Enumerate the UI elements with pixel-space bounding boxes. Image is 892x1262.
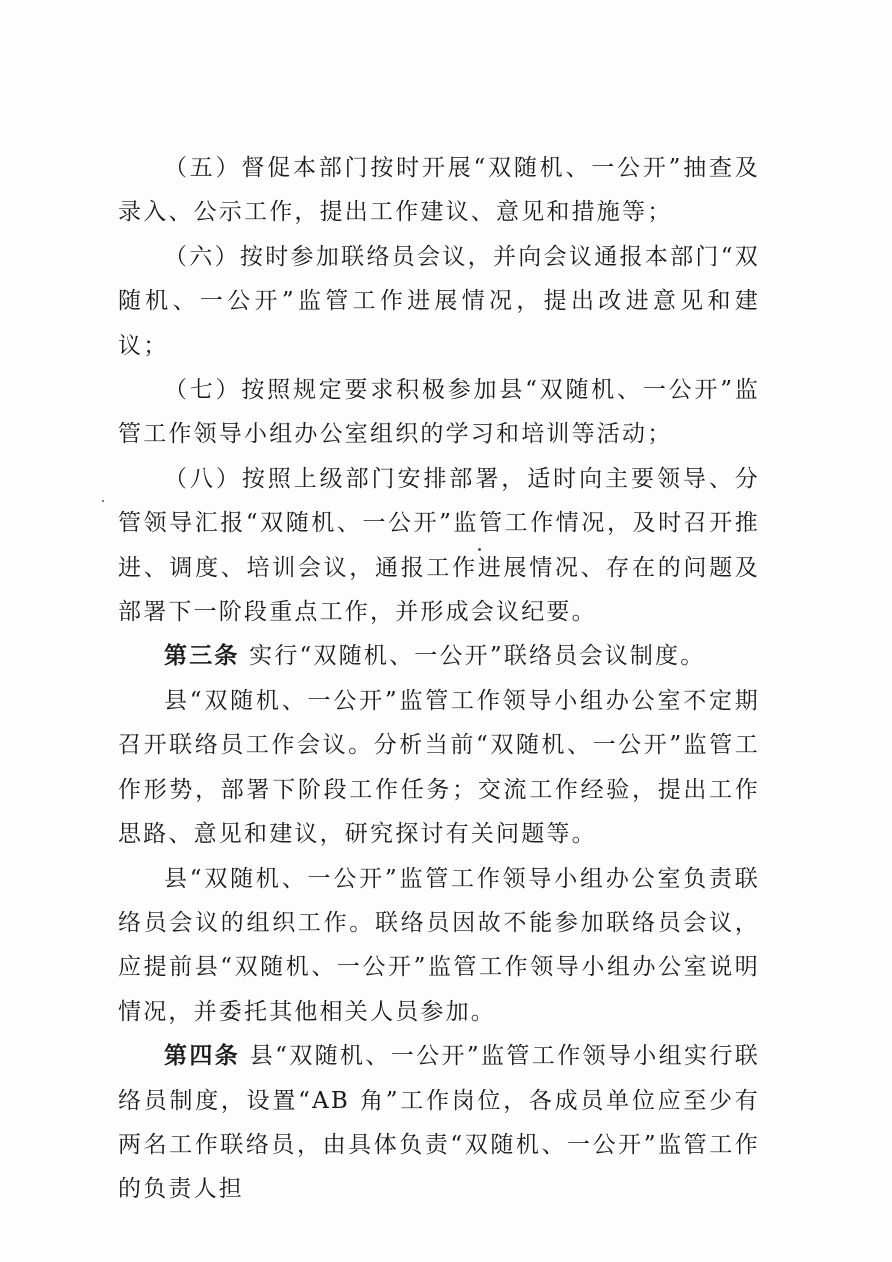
article-3-paragraph-2 bbox=[118, 857, 760, 1035]
article-lead: 第三条 bbox=[164, 643, 240, 670]
paragraph-text: （七）按照规定要求积极参加县“双随机、一公开”监管工作领导小组办公室组织的学习和培训等活动； bbox=[118, 377, 760, 448]
paragraph-text: 县“双随机、一公开”监管工作领导小组办公室不定期召开联络员工作会议。分析当前“双随机、一公开”监管工作形势，部署下阶段工作任务；交流工作经验，提出工作思路、意见和建议，研究探讨有关问题等。 bbox=[118, 687, 760, 848]
article-3-paragraph-1 bbox=[118, 679, 760, 857]
paragraph-8 bbox=[118, 457, 760, 635]
paragraph-text: （八）按照上级部门安排部署，适时向主要领导、分管领导汇报“双随机、一公开”监管工作情况，及时召开推进、调度、培训会议，通报工作进展情况、存在的问题及部署下一阶段重点工作，并形成会议纪要。 bbox=[118, 465, 760, 626]
paragraph-5 bbox=[118, 146, 760, 235]
paragraph-text: 县“双随机、一公开”监管工作领导小组办公室负责联络员会议的组织工作。联络员因故不能参加联络员会议，应提前县“双随机、一公开”监管工作领导小组办公室说明情况，并委托其他相关人员参加。 bbox=[118, 865, 760, 1025]
paragraph-7 bbox=[118, 368, 760, 457]
paragraph-text: （五）督促本部门按时开展“双随机、一公开”抽查及录入、公示工作，提出工作建议、意见和措施等； bbox=[118, 155, 760, 226]
paragraph-6 bbox=[118, 235, 760, 368]
article-lead: 第四条 bbox=[164, 1043, 241, 1070]
paragraph-text: 实行“双随机、一公开”联络员会议制度。 bbox=[239, 643, 706, 670]
article-4-paragraph bbox=[118, 1034, 760, 1212]
scan-speck bbox=[102, 500, 104, 502]
paragraph-text: （六）按时参加联络员会议，并向会议通报本部门“双随机、一公开”监管工作进展情况，提出改进意见和建议； bbox=[118, 243, 760, 359]
scan-speck bbox=[478, 548, 481, 551]
paragraph-text: 县“双随机、一公开”监管工作领导小组实行联络员制度，设置“AB 角”工作岗位，各成员单位应至少有两名工作联络员，由具体负责“双随机、一公开”监管工作的负责人担 bbox=[118, 1043, 760, 1203]
document-body bbox=[118, 146, 760, 1212]
article-3-heading bbox=[118, 634, 760, 678]
